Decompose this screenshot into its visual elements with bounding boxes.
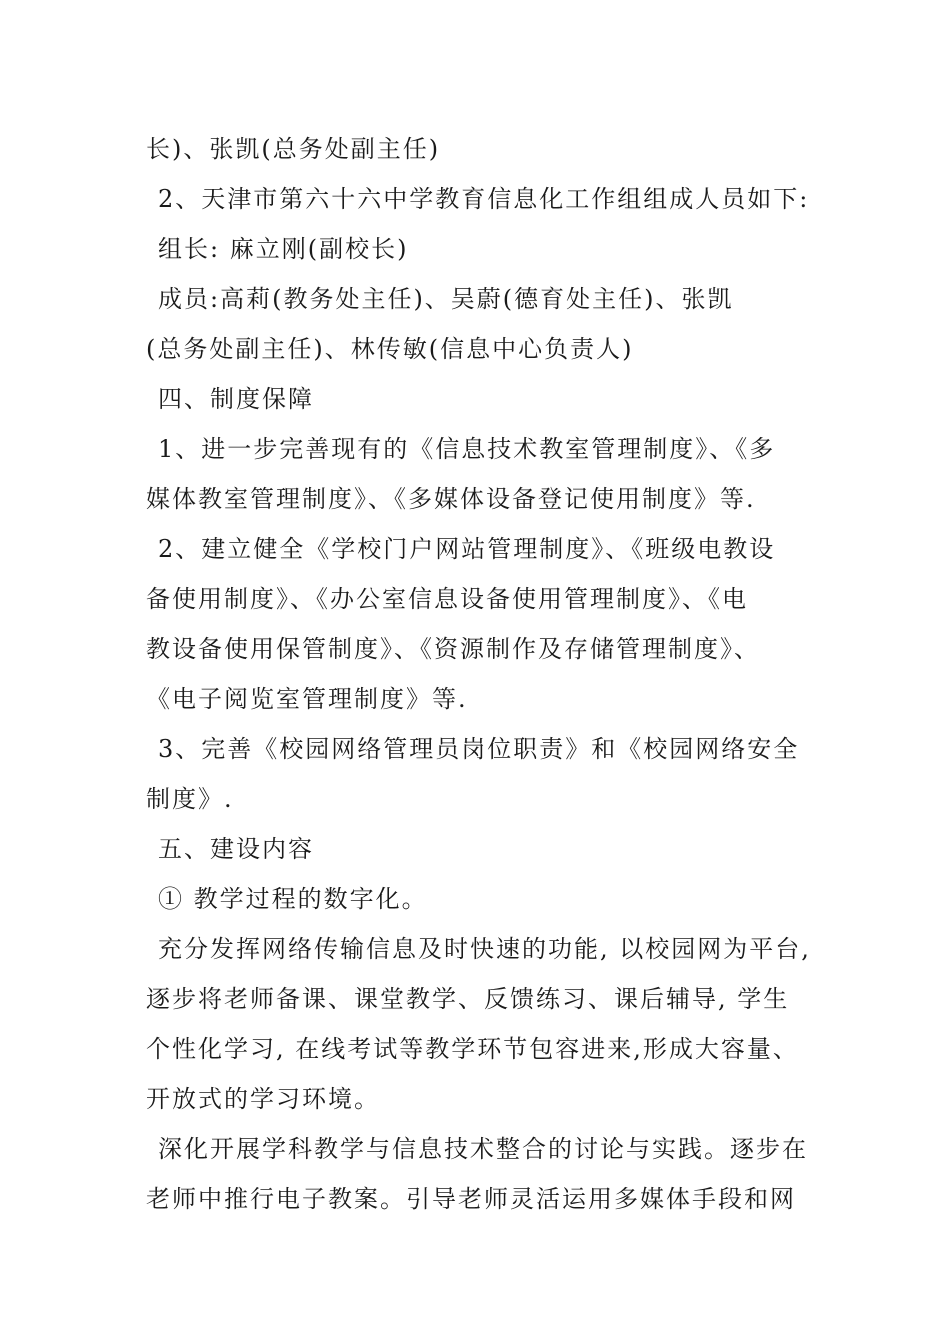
text-line: 开放式的学习环境。 <box>146 1085 380 1113</box>
text-line: ① 教学过程的数字化。 <box>158 885 428 913</box>
text-line: 2、建立健全《学校门户网站管理制度》、《班级电教设 <box>158 535 776 563</box>
text-line: 《电子阅览室管理制度》等. <box>146 685 468 713</box>
text-line: 成员:高莉(教务处主任)、吴蔚(德育处主任)、张凯 <box>158 285 734 313</box>
section-heading: 五、建设内容 <box>158 835 314 863</box>
text-line: 个性化学习, 在线考试等教学环节包容进来,形成大容量、 <box>146 1035 799 1063</box>
text-line: 2、天津市第六十六中学教育信息化工作组组成人员如下: <box>158 185 810 213</box>
text-line: 深化开展学科教学与信息技术整合的讨论与实践。逐步在 <box>158 1135 808 1163</box>
text-line: 组长: 麻立刚(副校长) <box>158 235 409 263</box>
text-line: 备使用制度》、《办公室信息设备使用管理制度》、《电 <box>146 585 748 613</box>
section-heading: 四、制度保障 <box>158 385 314 413</box>
text-line: 教设备使用保管制度》、《资源制作及存储管理制度》、 <box>146 635 760 663</box>
text-line: 长)、张凯(总务处副主任) <box>146 135 441 163</box>
text-line: 充分发挥网络传输信息及时快速的功能, 以校园网为平台, <box>158 935 811 963</box>
text-line: 制度》. <box>146 785 234 813</box>
text-line: (总务处副主任)、林传敏(信息中心负责人) <box>146 335 634 363</box>
text-line: 媒体教室管理制度》、《多媒体设备登记使用制度》等. <box>146 485 756 513</box>
text-line: 老师中推行电子教案。引导老师灵活运用多媒体手段和网 <box>146 1185 796 1213</box>
text-line: 1、进一步完善现有的《信息技术教室管理制度》、《多 <box>158 435 776 463</box>
text-line: 3、完善《校园网络管理员岗位职责》和《校园网络安全 <box>158 735 800 763</box>
text-line: 逐步将老师备课、课堂教学、反馈练习、课后辅导, 学生 <box>146 985 790 1013</box>
